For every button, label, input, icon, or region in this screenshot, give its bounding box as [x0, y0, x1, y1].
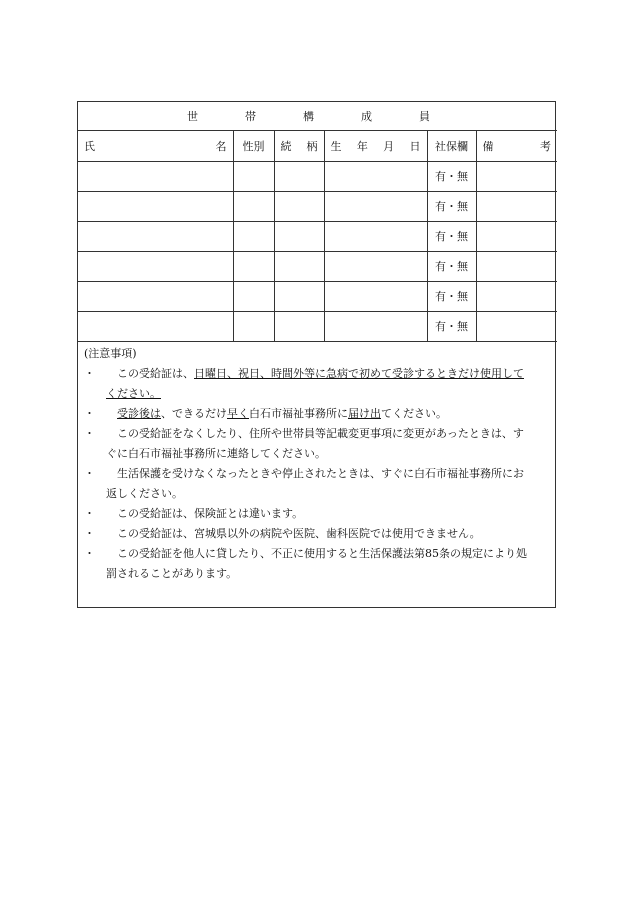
header-remarks: 備 考	[476, 130, 557, 161]
remarks-cell[interactable]	[476, 251, 557, 281]
name-cell[interactable]	[78, 311, 233, 341]
table-row	[78, 311, 557, 341]
relation-cell[interactable]	[274, 221, 324, 251]
name-cell[interactable]	[78, 281, 233, 311]
gender-cell[interactable]	[233, 221, 274, 251]
note-item: ・ 受診後は、できるだけ早く白石市福祉事務所に届け出てください。	[84, 406, 447, 420]
header-relation: 続 柄	[274, 130, 324, 161]
table-row	[78, 161, 557, 191]
remarks-cell[interactable]	[476, 281, 557, 311]
note-item: ・ この受給証をなくしたり、住所や世帯員等記載変更事項に変更があったときは、す ぐに白石市福祉事務所に連絡してください。	[84, 426, 524, 460]
table-row	[78, 251, 557, 281]
note-item: ・ この受給証は、宮城県以外の病院や医院、歯科医院では使用できません。	[84, 526, 481, 540]
insurance-cell[interactable]: 有・無	[427, 161, 476, 191]
insurance-cell[interactable]: 有・無	[427, 311, 476, 341]
insurance-cell[interactable]: 有・無	[427, 191, 476, 221]
name-cell[interactable]	[78, 191, 233, 221]
table-row	[78, 221, 557, 251]
remarks-cell[interactable]	[476, 311, 557, 341]
dob-cell[interactable]	[324, 221, 427, 251]
name-cell[interactable]	[78, 161, 233, 191]
table-row	[78, 191, 557, 221]
insurance-cell[interactable]: 有・無	[427, 221, 476, 251]
dob-cell[interactable]	[324, 191, 427, 221]
dob-cell[interactable]	[324, 281, 427, 311]
remarks-cell[interactable]	[476, 221, 557, 251]
header-date-of-birth: 生 年 月 日	[324, 130, 427, 161]
note-item: ・ この受給証を他人に貸したり、不正に使用すると生活保護法第85条の規定により処 罰されることがあります。	[84, 546, 527, 580]
gender-cell[interactable]	[233, 311, 274, 341]
remarks-cell[interactable]	[476, 191, 557, 221]
dob-cell[interactable]	[324, 161, 427, 191]
insurance-cell[interactable]: 有・無	[427, 281, 476, 311]
relation-cell[interactable]	[274, 191, 324, 221]
note-item: ・ 生活保護を受けなくなったときや停止されたときは、すぐに白石市福祉事務所にお 返しください。	[84, 466, 524, 500]
household-members-table	[78, 102, 557, 342]
table-row	[78, 281, 557, 311]
gender-cell[interactable]	[233, 251, 274, 281]
notes-heading: (注意事項)	[84, 346, 137, 360]
notes-section	[78, 342, 555, 584]
name-cell[interactable]	[78, 251, 233, 281]
gender-cell[interactable]	[233, 191, 274, 221]
dob-cell[interactable]	[324, 311, 427, 341]
relation-cell[interactable]	[274, 311, 324, 341]
gender-cell[interactable]	[233, 161, 274, 191]
note-item: ・ この受給証は、保険証とは違います。	[84, 506, 304, 520]
relation-cell[interactable]	[274, 281, 324, 311]
note-item: ・ この受給証は、日曜日、祝日、時間外等に急病で初めて受診するときだけ使用して ください。	[84, 366, 524, 400]
household-members-sheet	[77, 101, 556, 608]
table-title: 世 帯 構 成 員	[78, 102, 557, 130]
relation-cell[interactable]	[274, 251, 324, 281]
remarks-cell[interactable]	[476, 161, 557, 191]
name-cell[interactable]	[78, 221, 233, 251]
header-name: 氏 名	[78, 130, 233, 161]
gender-cell[interactable]	[233, 281, 274, 311]
header-gender: 性別	[233, 130, 274, 161]
header-insurance: 社保欄	[427, 130, 476, 161]
insurance-cell[interactable]: 有・無	[427, 251, 476, 281]
dob-cell[interactable]	[324, 251, 427, 281]
relation-cell[interactable]	[274, 161, 324, 191]
